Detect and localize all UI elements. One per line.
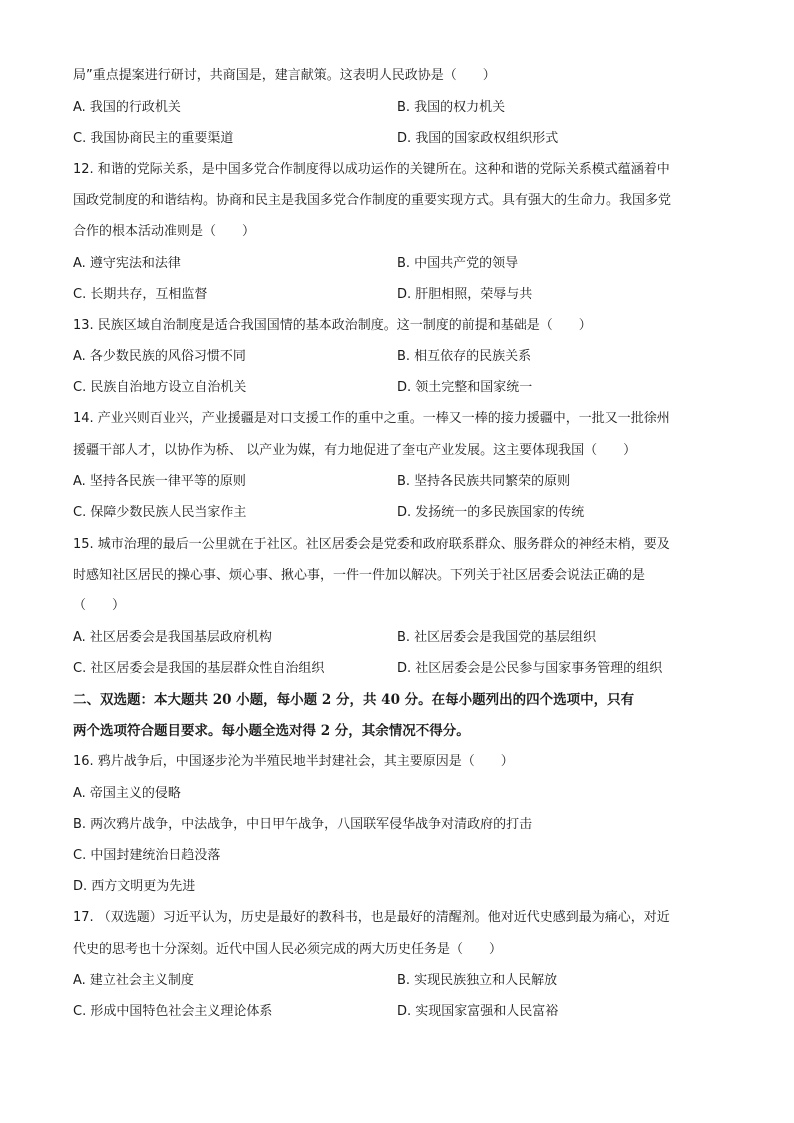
q11-option-a: A. 我国的行政机关 (73, 100, 181, 115)
q17-stem-line-1: 17. （双选题）习近平认为，历史是最好的教科书，也是最好的清醒剂。他对近代史感到最为痛心，对近 (73, 910, 670, 925)
q11-option-c: C. 我国协商民主的重要渠道 (73, 131, 234, 146)
q17-option-d: D. 实现国家富强和人民富裕 (397, 1004, 559, 1019)
q13-stem-line-1: 13. 民族区域自治制度是适合我国国情的基本政治制度。这一制度的前提和基础是（ ） (73, 318, 592, 333)
q15-stem-line-2: 时感知社区居民的操心事、烦心事、揪心事，一件一件加以解决。下列关于社区居委会说法正确的是 (73, 568, 646, 583)
q15-option-c: C. 社区居委会是我国的基层群众性自治组织 (73, 661, 325, 676)
q12-option-b: B. 中国共产党的领导 (397, 256, 519, 271)
q11-stem: 局”重点提案进行研讨，共商国是，建言献策。这表明人民政协是（ ） (73, 68, 496, 83)
q11-option-d: D. 我国的国家政权组织形式 (397, 131, 559, 146)
q16-option-a: A. 帝国主义的侵略 (73, 786, 181, 801)
q13-option-a: A. 各少数民族的风俗习惯不同 (73, 349, 246, 364)
q14-option-b: B. 坚持各民族共同繁荣的原则 (397, 474, 571, 489)
q14-stem-line-1: 14. 产业兴则百业兴，产业援疆是对口支援工作的重中之重。一棒又一棒的接力援疆中，一批又一批徐州 (73, 411, 670, 426)
q12-option-c: C. 长期共存，互相监督 (73, 287, 208, 302)
q14-option-a: A. 坚持各民族一律平等的原则 (73, 474, 246, 489)
q17-option-c: C. 形成中国特色社会主义理论体系 (73, 1004, 273, 1019)
q17-stem-line-2: 代史的思考也十分深刻。近代中国人民必须完成的两大历史任务是（ ） (73, 942, 503, 957)
q12-stem-line-2: 国政党制度的和谐结构。协商和民主是我国多党合作制度的重要实现方式。具有强大的生命力。我国多党 (73, 193, 672, 208)
q15-stem-line-1: 15. 城市治理的最后一公里就在于社区。社区居委会是党委和政府联系群众、服务群众的神经末梢，要及 (73, 537, 670, 552)
q14-option-d: D. 发扬统一的多民族国家的传统 (397, 505, 585, 520)
section-2-heading-line-2: 两个选项符合题目要求。每小题全选对得 2 分，其余情况不得分。 (73, 723, 470, 739)
q17-option-b: B. 实现民族独立和人民解放 (397, 973, 558, 988)
section-2-heading-line-1: 二、双选题：本大题共 20 小题，每小题 2 分，共 40 分。在每小题列出的四个选项中，只有 (73, 692, 635, 708)
q12-option-a: A. 遵守宪法和法律 (73, 256, 181, 271)
q14-stem-line-2: 援疆干部人才，以协作为桥、 以产业为媒，有力地促进了奎屯产业发展。这主要体现我国（ ） (73, 443, 637, 458)
q16-option-b: B. 两次鸦片战争，中法战争，中日甲午战争，八国联军侵华战争对清政府的打击 (73, 817, 533, 832)
q16-option-c: C. 中国封建统治日趋没落 (73, 848, 221, 863)
q15-option-b: B. 社区居委会是我国党的基层组织 (397, 630, 597, 645)
q14-option-c: C. 保障少数民族人民当家作主 (73, 505, 247, 520)
q11-option-b: B. 我国的权力机关 (397, 100, 506, 115)
q12-option-d: D. 肝胆相照，荣辱与共 (397, 287, 533, 302)
q15-stem-line-3: （ ） (73, 598, 126, 613)
q15-option-a: A. 社区居委会是我国基层政府机构 (73, 630, 272, 645)
q16-stem-line-1: 16. 鸦片战争后，中国逐步沦为半殖民地半封建社会，其主要原因是（ ） (73, 754, 514, 769)
q17-option-a: A. 建立社会主义制度 (73, 973, 194, 988)
q13-option-d: D. 领土完整和国家统一 (397, 380, 533, 395)
q15-option-d: D. 社区居委会是公民参与国家事务管理的组织 (397, 661, 663, 676)
q12-stem-line-3: 合作的根本活动准则是（ ） (73, 224, 256, 239)
q16-option-d: D. 西方文明更为先进 (73, 879, 196, 894)
q13-option-b: B. 相互依存的民族关系 (397, 349, 532, 364)
q13-option-c: C. 民族自治地方设立自治机关 (73, 380, 247, 395)
q12-stem-line-1: 12. 和谐的党际关系，是中国多党合作制度得以成功运作的关键所在。这种和谐的党际关系模式蕴涵着中 (73, 162, 670, 177)
